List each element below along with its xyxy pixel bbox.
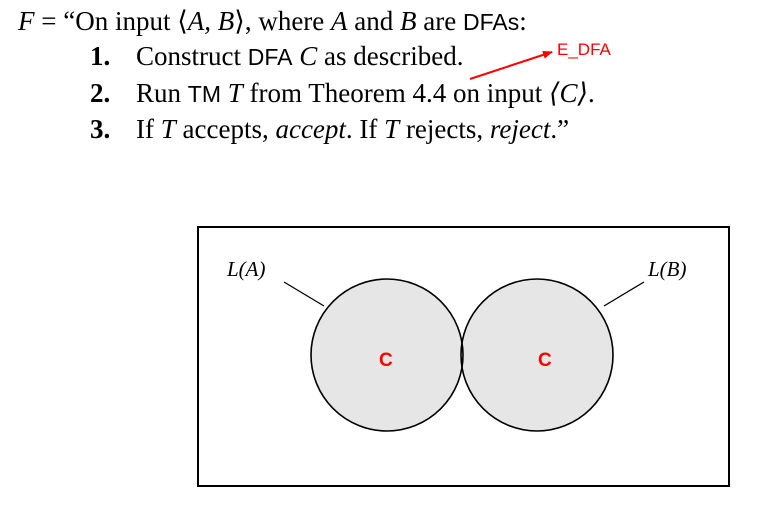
right-region-c-label: C [538,350,552,371]
input-open-bracket: ⟨ [177,6,188,36]
where-text: , where [244,6,332,36]
step-2-var-t: T [227,78,243,108]
step-2-end: . [588,78,595,108]
and-text: and [347,6,401,36]
header-open-text: “On input [63,6,178,36]
machine-name: F [18,6,35,36]
set-b-label: L(B) [648,257,687,281]
step-2-input: ⟨C⟩ [548,78,589,108]
step-3-text-a: If [136,114,161,144]
step-2-number: 2. [90,78,111,108]
var-a: A [331,6,348,36]
header-colon: : [519,6,527,36]
step-3-text-d: rejects, [399,114,490,144]
var-b: B [400,6,417,36]
step-3-var-t1: T [160,114,176,144]
step-3-number: 3. [90,114,111,144]
set-a-label: L(A) [227,257,266,281]
left-region-c-label: C [379,350,393,371]
are-text: are [416,6,463,36]
step-1-text-a: Construct [136,41,248,71]
step-3-text-b: accepts, [175,114,276,144]
edfa-annotation-label: E_DFA [557,40,611,59]
step-3-text-c: . If [345,114,385,144]
step-3-var-t2: T [384,114,400,144]
step-1-var-c: C [299,41,318,71]
step-2-text-a: Run [136,78,188,108]
equals-sign: = [34,6,64,36]
step-1-number: 1. [90,41,111,71]
step-3-end: .” [550,114,570,144]
step-3-accept: accept [275,114,346,144]
step-1-text-c: as described. [317,41,464,71]
dfas-word: DFAs [463,9,520,35]
step-2-text-c: from Theorem 4.4 on input [242,78,549,108]
input-variables: A, B [187,6,235,36]
step-1-dfa-word: DFA [247,44,293,70]
input-close-bracket: ⟩ [234,6,245,36]
step-2-tm-word: TM [187,81,221,107]
step-3-reject: reject [489,114,551,144]
edfa-annotation-arrow [470,52,552,79]
